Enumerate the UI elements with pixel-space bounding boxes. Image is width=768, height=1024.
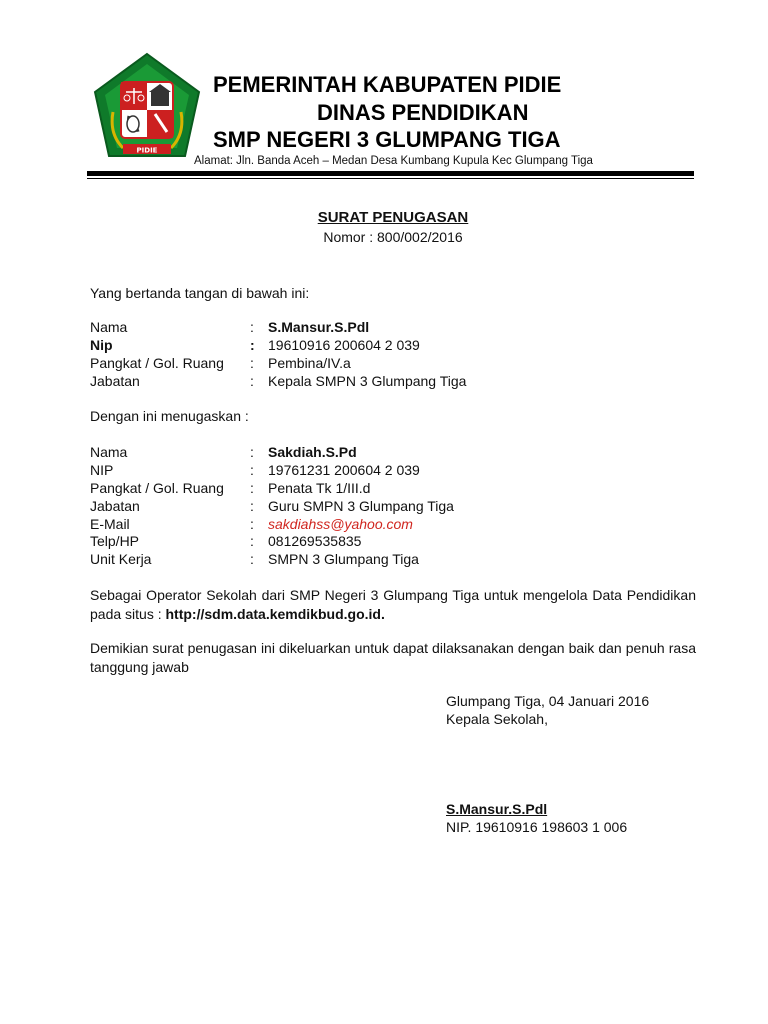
- header-school: SMP NEGERI 3 GLUMPANG TIGA: [213, 127, 561, 152]
- assignee-unit: SMPN 3 Glumpang Tiga: [268, 551, 419, 567]
- intro-text: Yang bertanda tangan di bawah ini:: [90, 285, 310, 301]
- field-label: Pangkat / Gol. Ruang: [90, 355, 224, 371]
- assignee-nip: 19761231 200604 2 039: [268, 462, 420, 478]
- header-divider-thick: [87, 171, 694, 176]
- field-colon: :: [250, 355, 254, 371]
- field-label: Unit Kerja: [90, 551, 152, 567]
- field-label: NIP: [90, 462, 114, 478]
- letter-number: Nomor : 800/002/2016: [323, 229, 463, 245]
- field-label: Telp/HP: [90, 533, 140, 549]
- purpose-url-link[interactable]: http://sdm.data.kemdikbud.go.id.: [165, 606, 385, 622]
- signer-name: S.Mansur.S.Pdl: [268, 319, 370, 335]
- field-label: Nama: [90, 319, 128, 335]
- signature-name: S.Mansur.S.Pdl: [446, 801, 548, 817]
- assignee-position: Guru SMPN 3 Glumpang Tiga: [268, 498, 454, 514]
- field-label: E-Mail: [90, 516, 130, 532]
- field-colon: :: [250, 516, 254, 532]
- assignee-phone: 081269535835: [268, 533, 362, 549]
- svg-text:PIDIE: PIDIE: [136, 146, 158, 155]
- field-label: Nama: [90, 444, 128, 460]
- field-colon: :: [250, 444, 254, 460]
- field-label: Jabatan: [90, 498, 140, 514]
- signer-position: Kepala SMPN 3 Glumpang Tiga: [268, 373, 467, 389]
- closing-paragraph: Demikian surat penugasan ini dikeluarkan untuk dapat dilaksanakan dengan baik dan penuh rasa tanggung jawab: [90, 640, 696, 675]
- field-label: Jabatan: [90, 373, 140, 389]
- field-colon: :: [250, 551, 254, 567]
- signature-position: Kepala Sekolah,: [446, 711, 548, 727]
- pidie-emblem-icon: [93, 52, 201, 170]
- signer-rank: Pembina/IV.a: [268, 355, 351, 371]
- signer-nip: 19610916 200604 2 039: [268, 337, 420, 353]
- purpose-text: Sebagai Operator Sekolah dari SMP Negeri 3 Glumpang Tiga untuk mengelola Data Pendidikan pada situs :: [90, 587, 696, 622]
- header-government: PEMERINTAH KABUPATEN PIDIE: [213, 72, 562, 97]
- assignee-name: Sakdiah.S.Pd: [268, 444, 357, 460]
- assignee-email-link[interactable]: sakdiahss@yahoo.com: [268, 516, 413, 532]
- pidie-logo: [93, 52, 201, 170]
- field-colon: :: [250, 533, 254, 549]
- assign-intro-text: Dengan ini menugaskan :: [90, 408, 249, 424]
- field-colon: :: [250, 462, 254, 478]
- header-address: Alamat: Jln. Banda Aceh – Medan Desa Kumbang Kupula Kec Glumpang Tiga: [194, 155, 593, 167]
- header-department: DINAS PENDIDIKAN: [317, 100, 529, 125]
- field-colon: :: [250, 319, 254, 335]
- signature-place-date: Glumpang Tiga, 04 Januari 2016: [446, 693, 650, 709]
- field-colon: :: [250, 498, 254, 514]
- assignee-rank: Penata Tk 1/III.d: [268, 480, 371, 496]
- field-label: Pangkat / Gol. Ruang: [90, 480, 224, 496]
- letter-title: SURAT PENUGASAN: [317, 209, 469, 226]
- purpose-paragraph: [90, 586, 696, 624]
- field-colon: :: [250, 373, 254, 389]
- signature-nip: NIP. 19610916 198603 1 006: [446, 819, 628, 835]
- field-label: Nip: [90, 337, 113, 353]
- field-colon: :: [250, 337, 255, 353]
- field-colon: :: [250, 480, 254, 496]
- header-divider-thin: [87, 178, 694, 179]
